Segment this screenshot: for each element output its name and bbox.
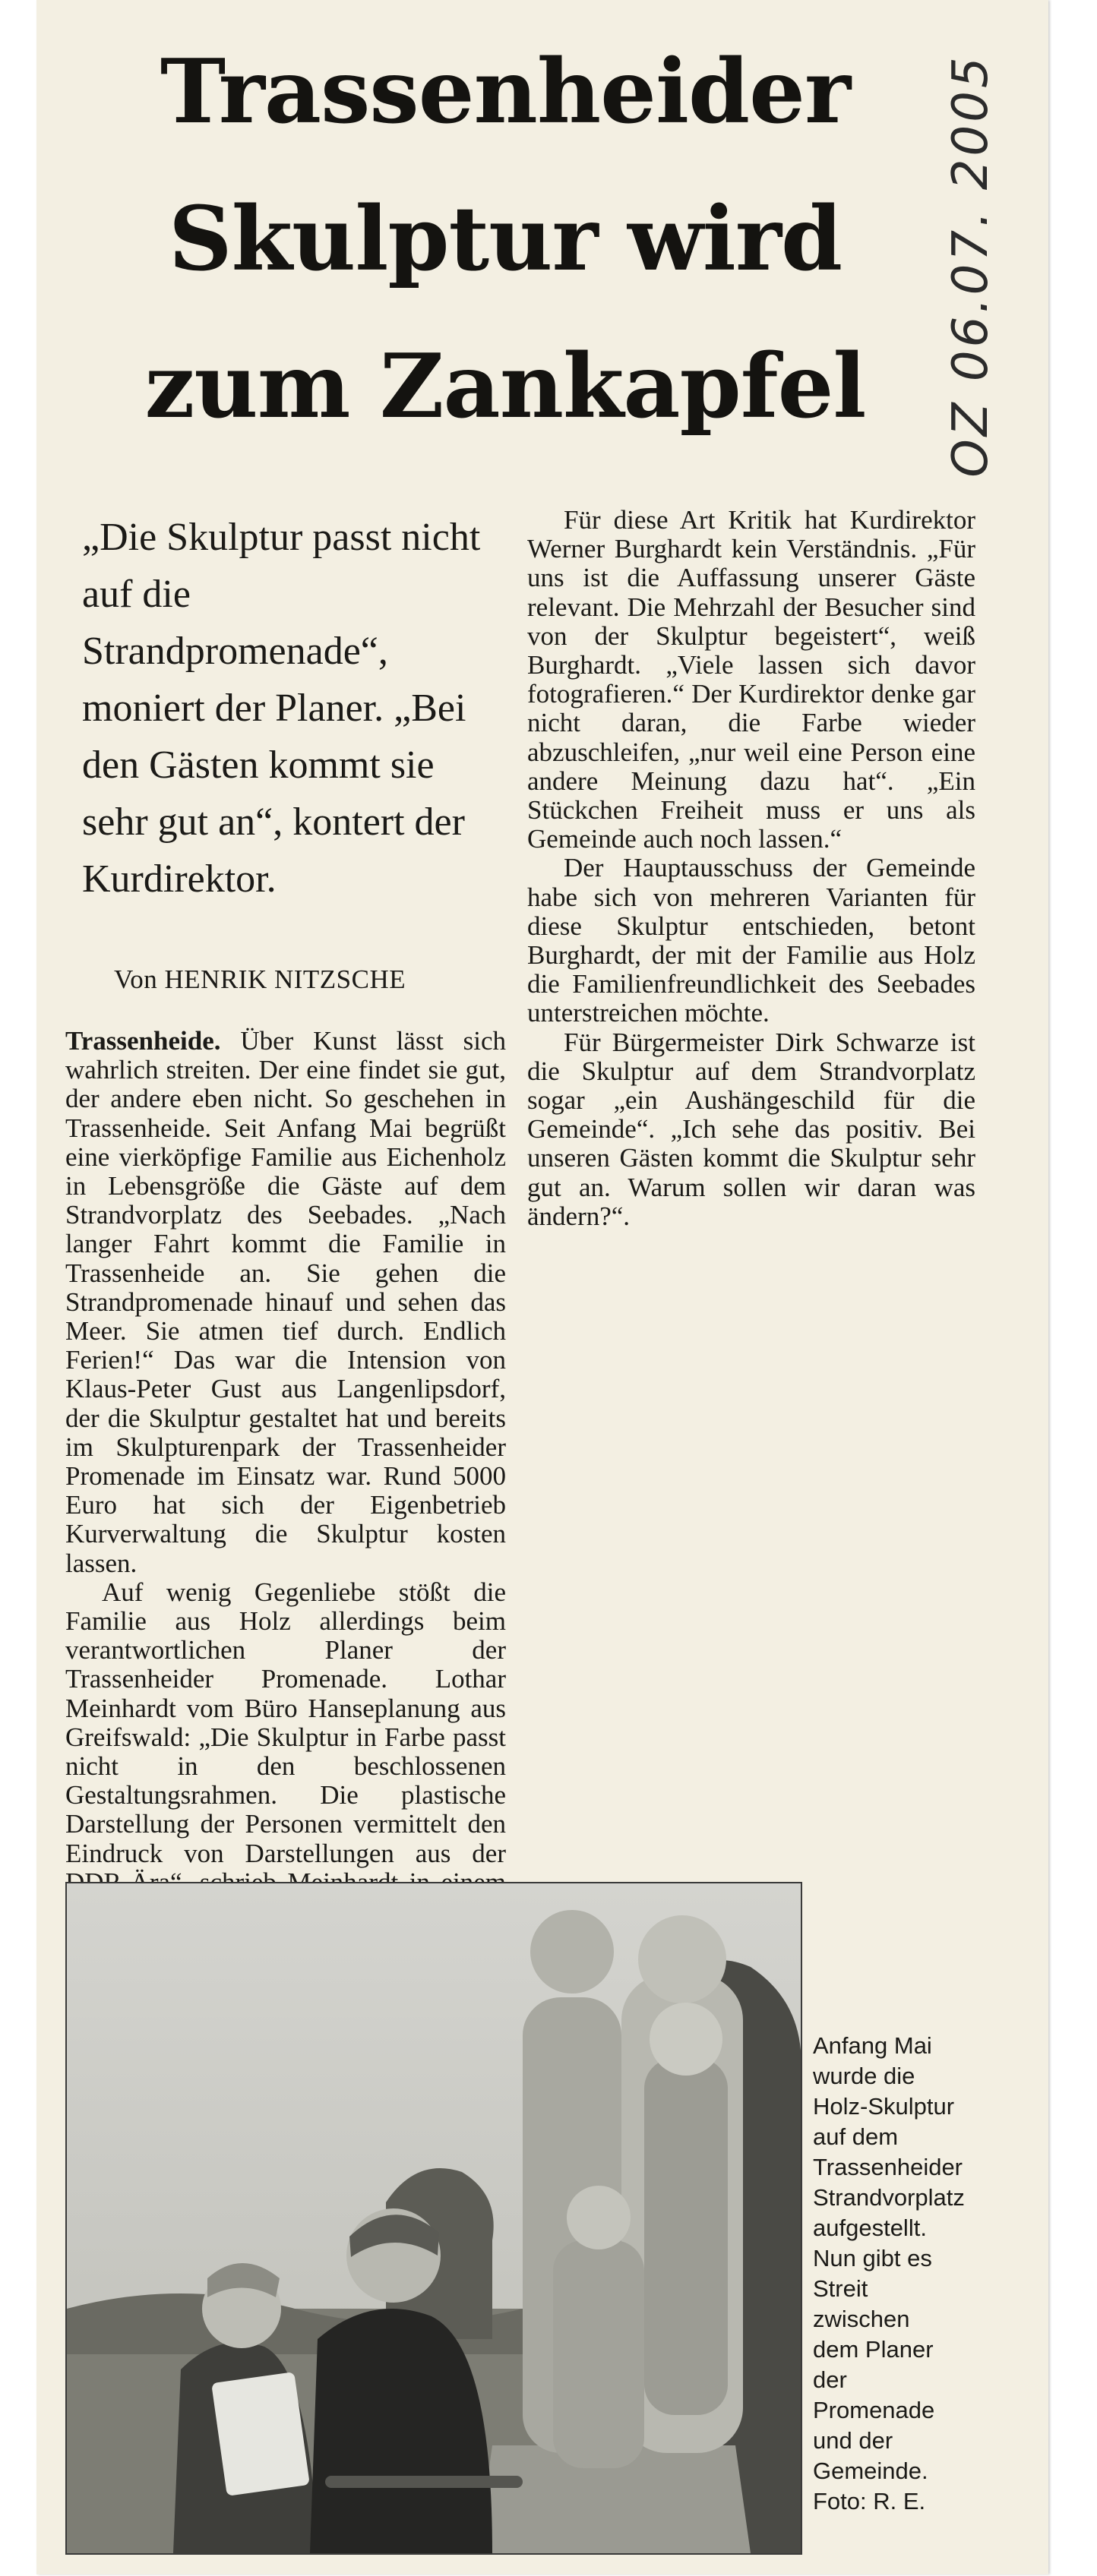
- photo-caption: [813, 2031, 965, 2517]
- handwritten-date-text: OZ 06.07. 2005: [943, 54, 999, 478]
- photo-credit: Foto: R. E.: [813, 2488, 926, 2514]
- lead-paragraph: [65, 1027, 506, 1578]
- news-photo: [65, 1882, 802, 2555]
- lead-text: Über Kunst lässt sich wahrlich streiten. Der eine findet sie gut, der andere eben nicht. So geschehen in Trassenheide. Seit Anfang Mai begrüßt eine vierköpfige Familie aus Eichenholz in Lebensgröße die Gäste auf dem Strandvorplatz des Seebades. „Nach langer Fahrt kommt die Familie in Trassenheide an. Sie gehen die Strandpromenade hinauf und sehen das Meer. Sie atmen tief durch. Endlich Ferien!“ Das war die Intension von Klaus-Peter Gust aus Langenlipsdorf, der die Skulptur gestaltet hat und bereits im Skulpturenpark der Trassenheider Promenade im Einsatz war. Rund 5000 Euro hat sich der Eigenbetrieb Kurverwaltung die Skulptur kosten lassen.: [65, 1026, 506, 1578]
- body-paragraph-2: Auf wenig Gegenliebe stößt die Familie aus Holz allerdings beim verantwortlichen Planer der Trassenheider Promenade. Lothar Meinhardt vom Büro Hanseplanung aus Greifswald: „Die Skulptur in Farbe passt nicht in den beschlossenen Gestaltungsrahmen. Die plastische Darstellung der Personen vermittelt den Eindruck von Darstellungen aus der: [65, 1577, 506, 1868]
- photo-illustration: [67, 1883, 801, 2553]
- body-paragraph-5: Für Bürgermeister Dirk Schwarze ist die Skulptur auf dem Strandvorplatz sogar „ein Aushängeschild für die Gemeinde“. „Ich sehe das positiv. Bei unseren Gästen kommt die Skulptur sehr gut an. Warum sollen wir daran was ändern?“.: [527, 1027, 975, 1231]
- handwritten-date-note: [925, 54, 1016, 478]
- body-paragraph-4: Der Hauptausschuss der Gemeinde habe sich von mehreren Varianten für diese Skulptur entschieden, betont Burghardt, der mit der Familie aus Holz die Familienfreundlichkeit des Seebades unterstreichen möchte.: [527, 853, 975, 1028]
- caption-text: Anfang Mai wurde die Holz-Skulptur auf dem Trassenheider Strandvorplatz aufgestellt. Nun gibt es Streit zwischen dem Planer der Promenade und der Gemeinde.: [813, 2032, 965, 2484]
- deck-subheadline: „Die Skulptur passt nicht auf die Strandpromenade“, moniert der Planer. „Bei den Gästen kommt sie sehr gut an“, kontert der Kurdirektor.: [82, 516, 481, 901]
- article-column-right: [527, 506, 975, 1231]
- body-paragraph-3: Für diese Art Kritik hat Kurdirektor Werner Burghardt kein Verständnis. „Für uns ist die Auffassung unserer Gäste relevant. Die Mehrzahl der Besucher sind von der Skulptur begeistert“, weiß Burghardt. „Viele lassen sich davor fotografieren.“ Der Kurdirektor denke gar nicht daran, die Farbe wieder abzuschleifen, „nur weil eine Person eine andere Meinung dazu hat“. „Ein Stückchen Freiheit muss er uns als Gemeinde auch noch lassen.“: [527, 505, 975, 854]
- dateline: Trassenheide.: [65, 1026, 221, 1056]
- byline: Von HENRIK NITZSCHE: [114, 964, 406, 994]
- headline: Trassenheider Skulptur wird zum Zankapfel: [144, 40, 866, 438]
